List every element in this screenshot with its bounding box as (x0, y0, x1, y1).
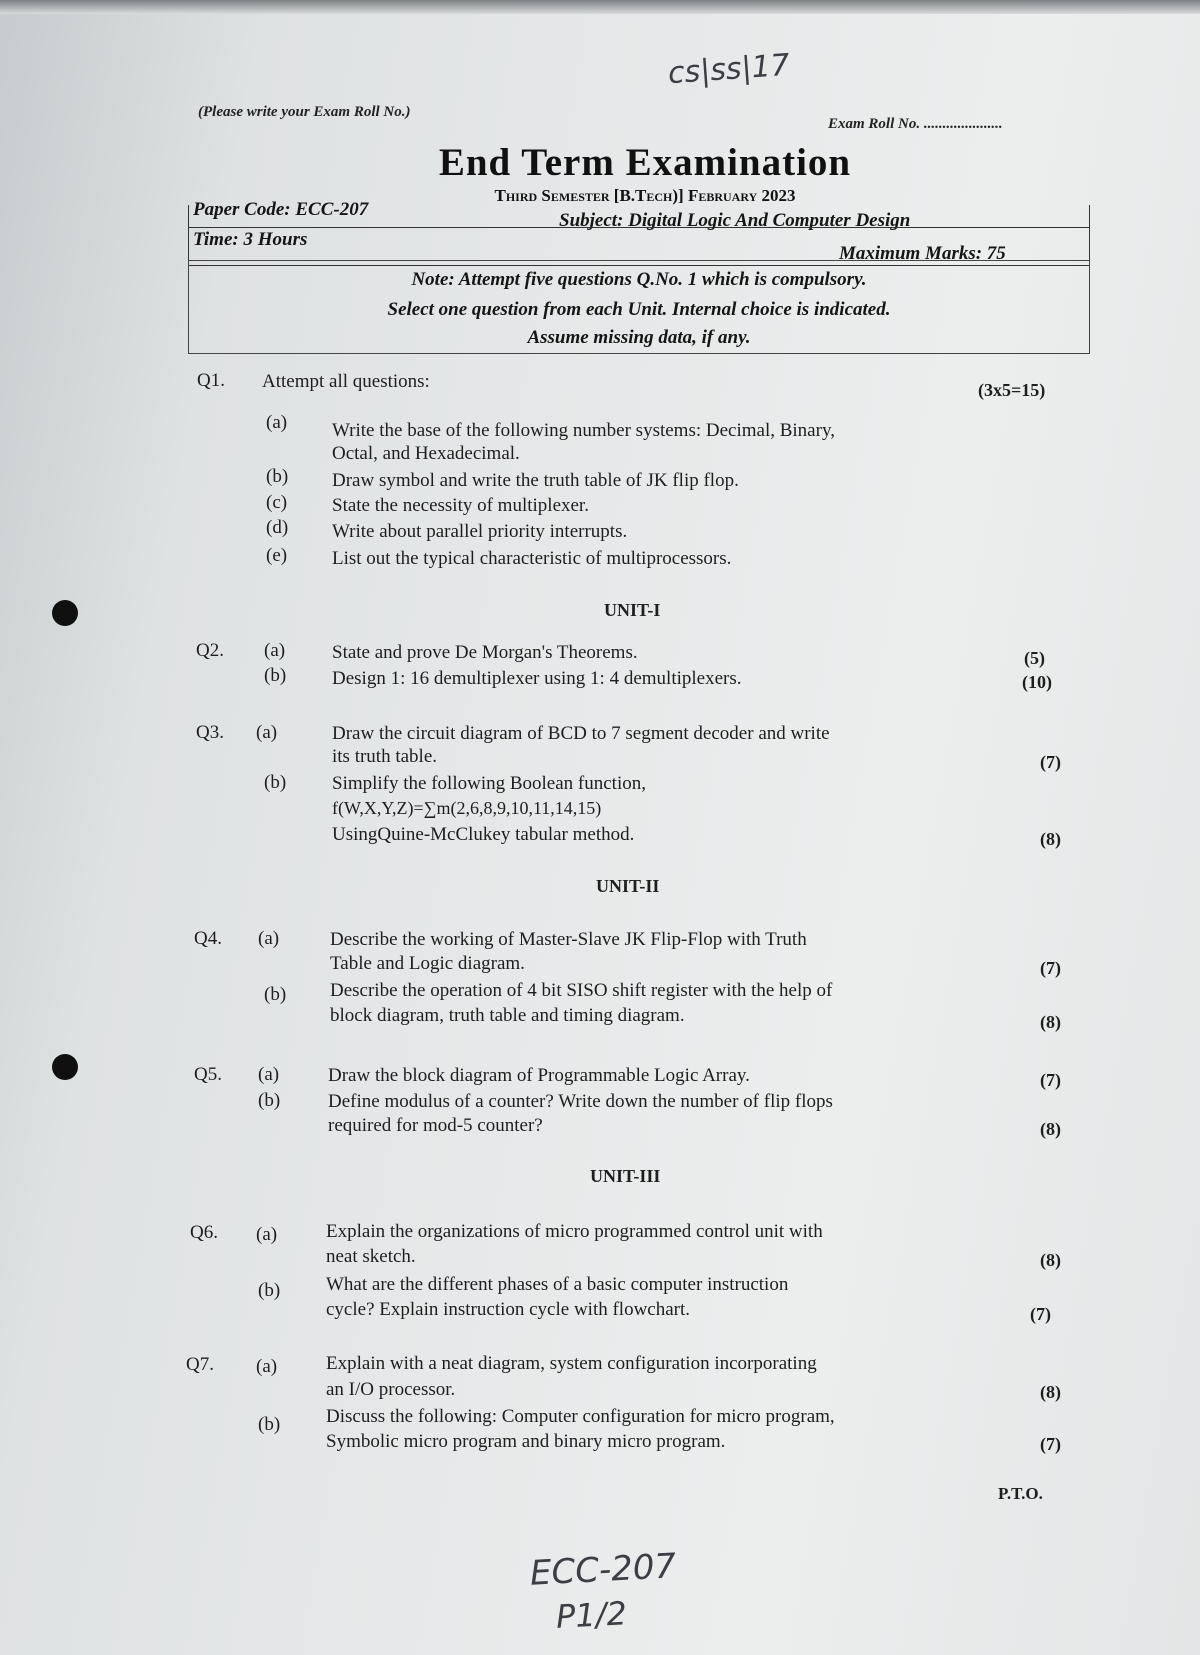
q3b-boolean-function: f(W,X,Y,Z)=∑m(2,6,8,9,10,11,14,15) (332, 798, 602, 818)
roll-instruction: (Please write your Exam Roll No.) (198, 104, 411, 120)
q5-number: Q5. (194, 1064, 222, 1085)
q4a-label: (a) (258, 928, 280, 949)
note-box (188, 260, 1090, 354)
q1d-text: Write about parallel priority interrupts. (332, 521, 628, 542)
q1a-line-2: Octal, and Hexadecimal. (332, 443, 520, 464)
q4b-line-1: Describe the operation of 4 bit SISO shift register with the help of (330, 980, 833, 1001)
q5b-marks: (8) (1040, 1119, 1061, 1139)
q2b-marks: (10) (1022, 672, 1052, 692)
q6a-label: (a) (256, 1224, 278, 1245)
q1a-label: (a) (266, 412, 288, 433)
q7a-label: (a) (256, 1356, 278, 1377)
handwritten-paper-code: ECC-207 (529, 1546, 678, 1594)
q3b-line-3: UsingQuine-McClukey tabular method. (332, 824, 635, 845)
maximum-marks: Maximum Marks: 75 (839, 243, 1006, 264)
q1a-line-1: Write the base of the following number systems: Decimal, Binary, (332, 420, 835, 441)
q1c-label: (c) (266, 492, 288, 513)
q5a-label: (a) (258, 1064, 280, 1085)
note-line-1: Note: Attempt five questions Q.No. 1 which is compulsory. (411, 269, 867, 290)
q2b-label: (b) (264, 665, 287, 686)
q2a-label: (a) (264, 640, 286, 661)
q2b-text: Design 1: 16 demultiplexer using 1: 4 demultiplexers. (332, 668, 742, 689)
q4b-line-2: block diagram, truth table and timing diagram. (330, 1005, 685, 1026)
q1b-text: Draw symbol and write the truth table of JK flip flop. (332, 470, 739, 491)
q4a-line-1: Describe the working of Master-Slave JK Flip-Flop with Truth (330, 929, 807, 950)
q2-number: Q2. (196, 640, 224, 661)
q1d-label: (d) (266, 517, 289, 538)
q3a-line-2: its truth table. (332, 746, 438, 767)
q1e-label: (e) (266, 545, 288, 566)
subject: Subject: Digital Logic And Computer Design (559, 210, 911, 231)
q7a-line-1: Explain with a neat diagram, system configuration incorporating (326, 1353, 817, 1374)
handwritten-page-number: P1/2 (555, 1594, 628, 1636)
q6a-line-2: neat sketch. (326, 1246, 416, 1267)
exam-subtitle: Third Semester [B.Tech)] February 2023 (494, 186, 796, 205)
q5a-text: Draw the block diagram of Programmable Logic Array. (328, 1065, 750, 1086)
q4b-marks: (8) (1040, 1012, 1061, 1032)
unit-3-heading: UNIT-III (590, 1166, 661, 1186)
q3b-marks: (8) (1040, 829, 1061, 849)
q4-number: Q4. (194, 928, 222, 949)
q7b-line-1: Discuss the following: Computer configuration for micro program, (326, 1406, 835, 1427)
note-line-2: Select one question from each Unit. Internal choice is indicated. (387, 299, 891, 320)
unit-2-heading: UNIT-II (596, 876, 660, 896)
q2a-text: State and prove De Morgan's Theorems. (332, 642, 638, 663)
q6b-label: (b) (258, 1280, 281, 1301)
q3b-line-1: Simplify the following Boolean function, (332, 773, 646, 794)
exam-title: End Term Examination (438, 141, 852, 184)
q1-number: Q1. (197, 370, 225, 391)
q6b-line-1: What are the different phases of a basic computer instruction (326, 1274, 789, 1295)
info-divider (189, 227, 1089, 228)
q3a-line-1: Draw the circuit diagram of BCD to 7 segment decoder and write (332, 723, 830, 744)
q7a-line-2: an I/O processor. (326, 1379, 456, 1400)
q1-marks: (3x5=15) (978, 380, 1046, 400)
q3b-label: (b) (264, 772, 287, 793)
q3a-label: (a) (256, 722, 278, 743)
q5b-line-2: required for mod-5 counter? (328, 1115, 543, 1136)
q2a-marks: (5) (1024, 648, 1045, 668)
paper-info-box (188, 199, 1090, 266)
handwritten-course-code: cs|ss|17 (666, 47, 791, 92)
q4b-label: (b) (264, 984, 287, 1005)
q5b-line-1: Define modulus of a counter? Write down the number of flip flops (328, 1091, 833, 1112)
q7a-marks: (8) (1040, 1382, 1061, 1402)
unit-1-heading: UNIT-I (604, 600, 661, 620)
paper-shadow (0, 0, 1200, 14)
punch-hole-bottom (52, 1054, 78, 1080)
q1-text: Attempt all questions: (262, 371, 430, 392)
time-allowed: Time: 3 Hours (193, 229, 308, 250)
q7b-label: (b) (258, 1414, 281, 1435)
q1c-text: State the necessity of multiplexer. (332, 495, 589, 516)
note-line-3: Assume missing data, if any. (527, 327, 751, 348)
q6b-marks: (7) (1030, 1304, 1051, 1324)
q3a-marks: (7) (1040, 752, 1061, 772)
q7b-line-2: Symbolic micro program and binary micro program. (326, 1431, 726, 1452)
q4a-marks: (7) (1040, 958, 1061, 978)
q5b-label: (b) (258, 1090, 281, 1111)
q3-number: Q3. (196, 722, 224, 743)
q7-number: Q7. (186, 1354, 214, 1375)
punch-hole-top (52, 600, 78, 626)
q1e-text: List out the typical characteristic of multiprocessors. (332, 548, 732, 569)
q4a-line-2: Table and Logic diagram. (330, 953, 525, 974)
q7b-marks: (7) (1040, 1434, 1061, 1454)
q6a-marks: (8) (1040, 1250, 1061, 1270)
pto-label: P.T.O. (998, 1484, 1043, 1503)
q5a-marks: (7) (1040, 1070, 1061, 1090)
q6-number: Q6. (190, 1222, 218, 1243)
q1b-label: (b) (266, 466, 289, 487)
paper-code: Paper Code: ECC-207 (193, 199, 369, 220)
q6b-line-2: cycle? Explain instruction cycle with flowchart. (326, 1299, 691, 1320)
q6a-line-1: Explain the organizations of micro programmed control unit with (326, 1221, 823, 1242)
exam-roll-field: Exam Roll No. ..................... (828, 116, 1003, 132)
